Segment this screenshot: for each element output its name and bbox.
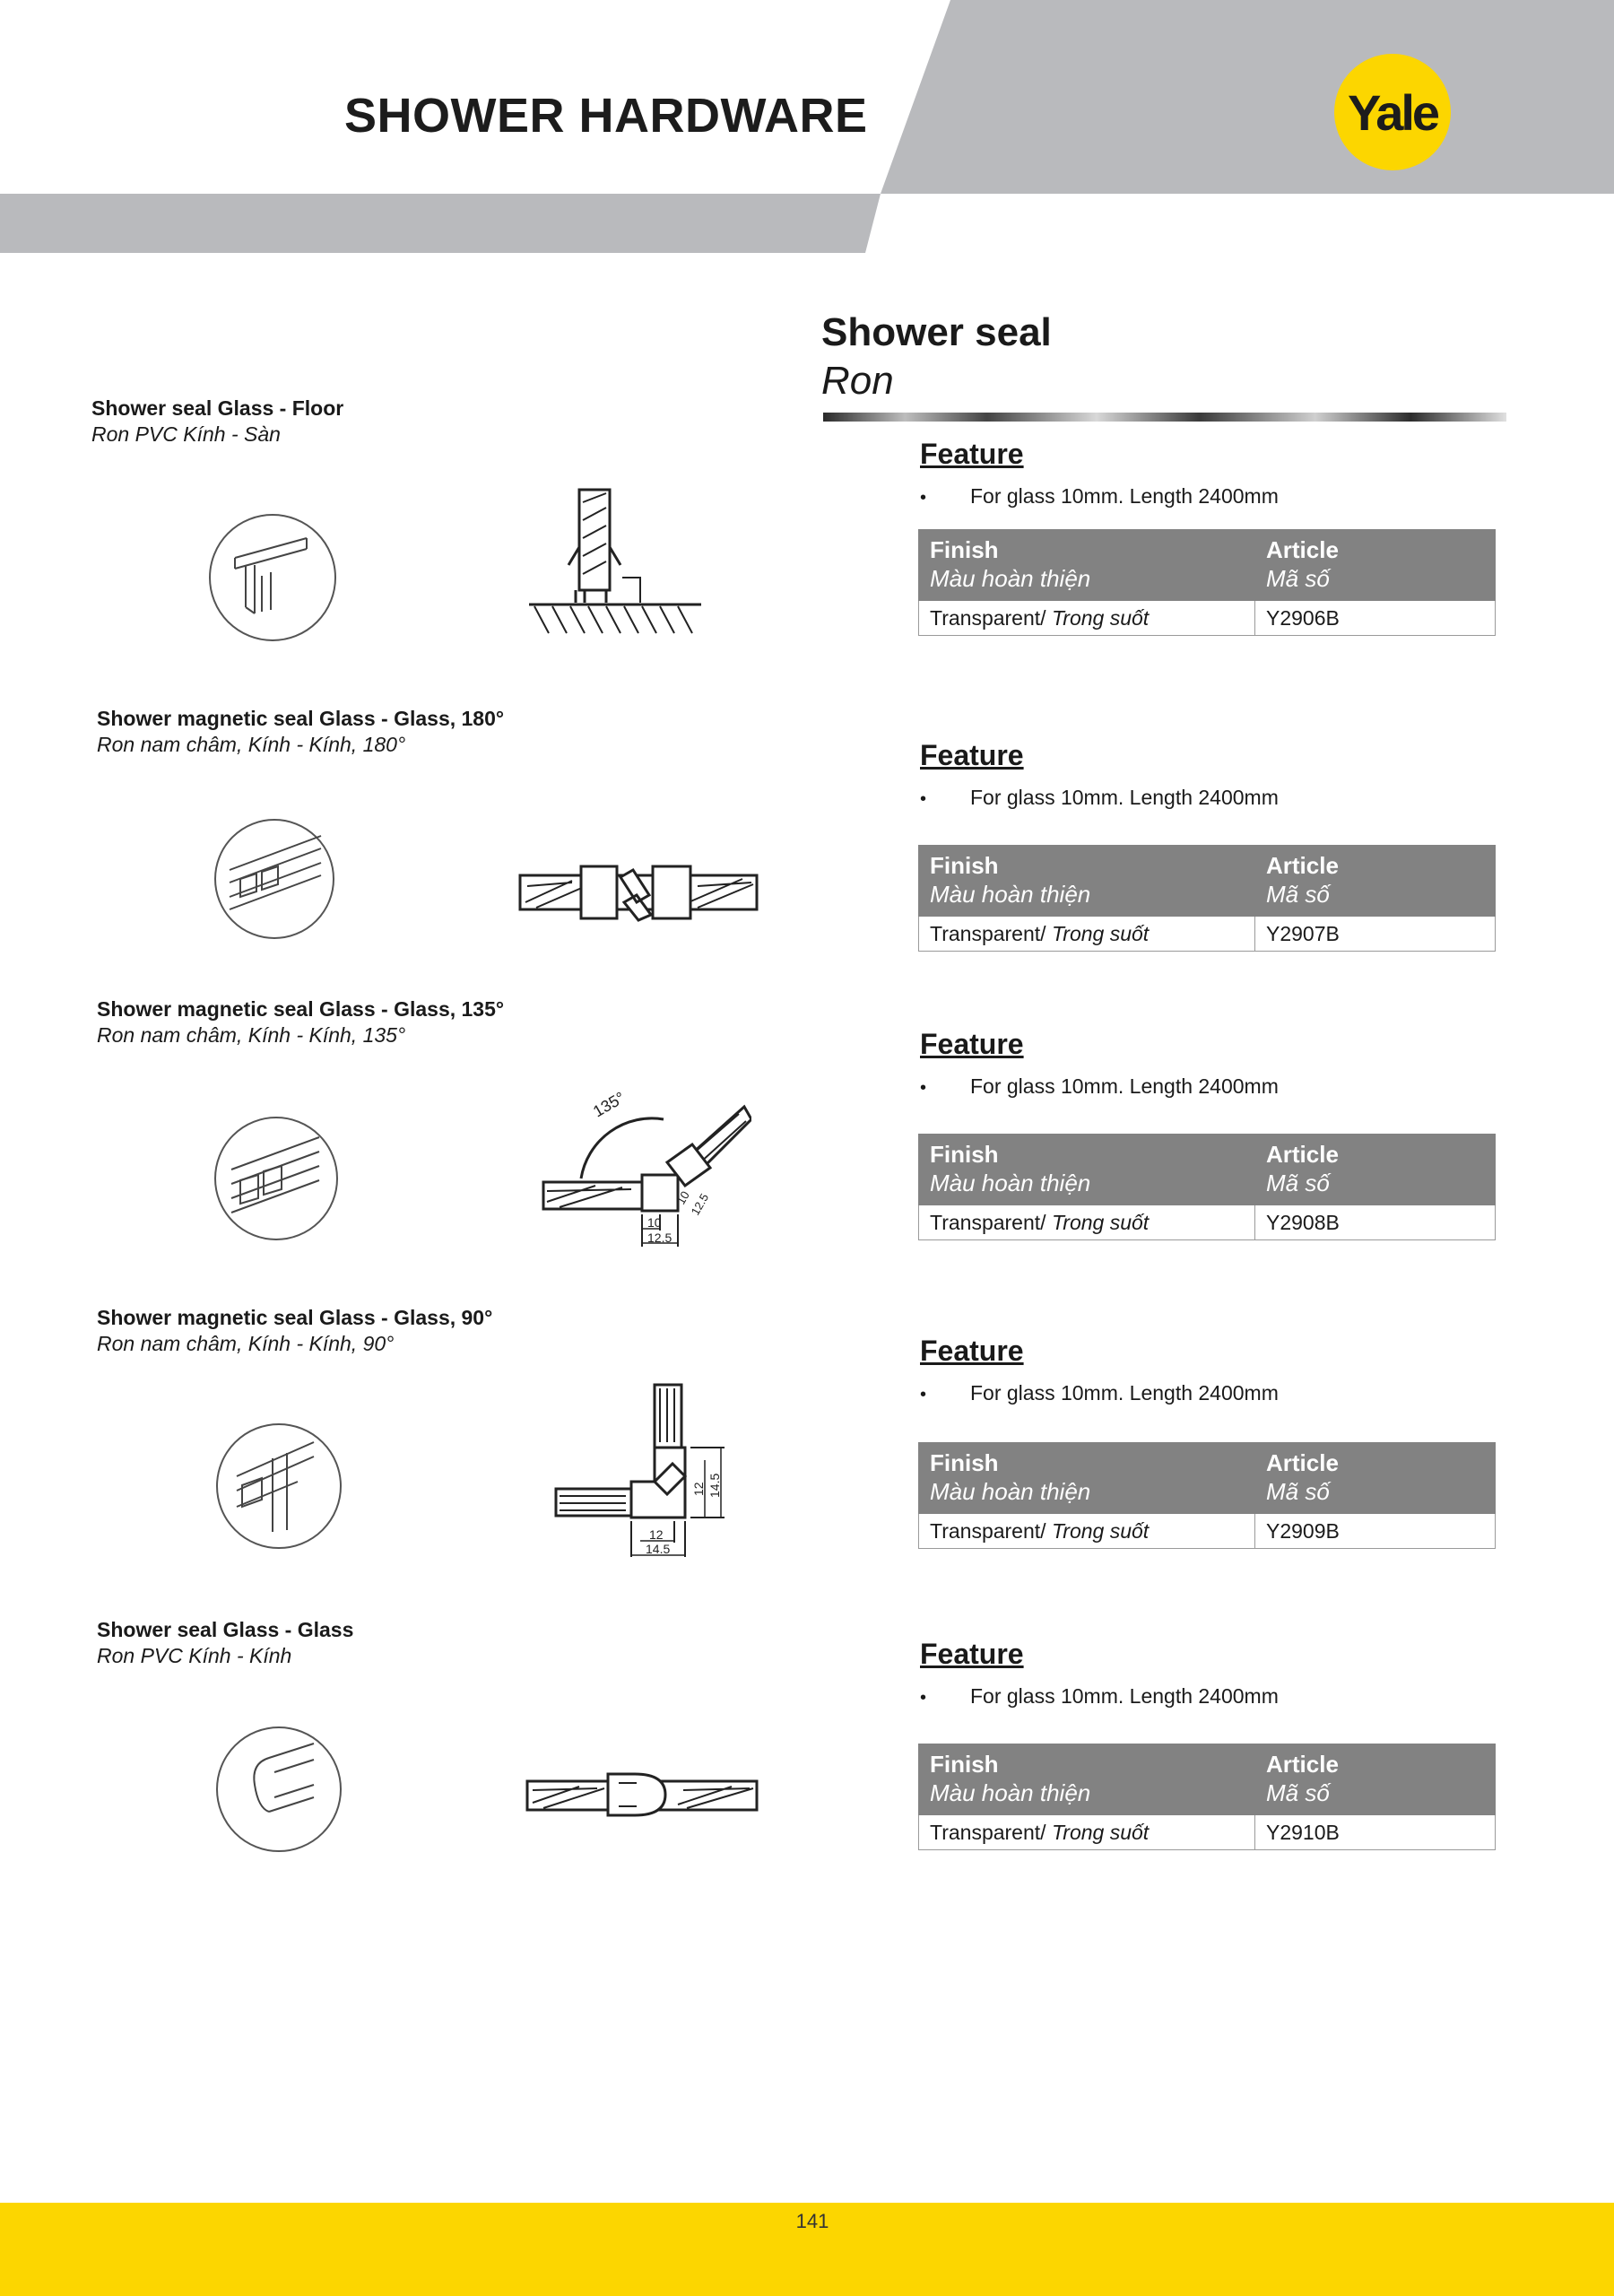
svg-text:12: 12 bbox=[649, 1527, 664, 1542]
article-cell: Y2908B bbox=[1255, 1205, 1496, 1240]
feature-bullet: • For glass 10mm. Length 2400mm bbox=[920, 1074, 1279, 1098]
seal-floor-diagram-icon bbox=[525, 484, 705, 642]
svg-text:10: 10 bbox=[673, 1188, 692, 1207]
finish-header: Finish Màu hoàn thiện bbox=[919, 530, 1255, 601]
svg-text:12: 12 bbox=[691, 1482, 706, 1496]
page-number: 141 bbox=[795, 2210, 829, 2232]
magnetic-seal-135-diagram-icon bbox=[542, 1089, 751, 1250]
spec-table bbox=[918, 1134, 1496, 1240]
feature-bullet: • For glass 10mm. Length 2400mm bbox=[920, 1684, 1279, 1708]
finish-header: Finish Màu hoàn thiện bbox=[919, 846, 1255, 917]
feature-heading: Feature bbox=[920, 1028, 1024, 1060]
feature-text: For glass 10mm. Length 2400mm bbox=[970, 484, 1279, 508]
product-name: Shower seal Glass - Floor bbox=[91, 396, 344, 420]
product-photo-icon bbox=[208, 513, 337, 642]
finish-header: Finish Màu hoàn thiện bbox=[919, 1135, 1255, 1205]
product-photo-icon bbox=[213, 1116, 339, 1241]
finish-cell: Transparent/ Trong suốt bbox=[919, 1815, 1255, 1850]
page-title: SHOWER HARDWARE bbox=[344, 89, 868, 143]
feature-bullet: • For glass 10mm. Length 2400mm bbox=[920, 1381, 1279, 1405]
product-name-vi: Ron nam châm, Kính - Kính, 180° bbox=[97, 733, 406, 756]
spec-table bbox=[918, 1744, 1496, 1850]
finish-cell: Transparent/ Trong suốt bbox=[919, 601, 1255, 636]
svg-text:14.5: 14.5 bbox=[707, 1473, 722, 1498]
finish-header: Finish Màu hoàn thiện bbox=[919, 1443, 1255, 1514]
svg-text:12.5: 12.5 bbox=[688, 1191, 712, 1218]
seal-glass-glass-diagram-icon bbox=[525, 1761, 759, 1828]
product-name-vi: Ron nam châm, Kính - Kính, 90° bbox=[97, 1332, 395, 1355]
article-header: Article Mã số bbox=[1255, 1443, 1496, 1514]
section-divider bbox=[823, 413, 1506, 422]
article-header: Article Mã số bbox=[1255, 846, 1496, 917]
section-title: Shower seal bbox=[821, 310, 1052, 354]
spec-table bbox=[918, 1442, 1496, 1549]
svg-text:135°: 135° bbox=[590, 1089, 629, 1121]
yale-logo: Yale bbox=[1334, 54, 1451, 170]
feature-heading: Feature bbox=[920, 438, 1024, 470]
product-name: Shower seal Glass - Glass bbox=[97, 1618, 354, 1641]
feature-text: For glass 10mm. Length 2400mm bbox=[970, 786, 1279, 809]
feature-heading: Feature bbox=[920, 739, 1024, 771]
feature-text: For glass 10mm. Length 2400mm bbox=[970, 1381, 1279, 1405]
article-header: Article Mã số bbox=[1255, 1135, 1496, 1205]
section-subtitle: Ron bbox=[821, 359, 894, 403]
product-name-vi: Ron PVC Kính - Sàn bbox=[91, 422, 281, 446]
feature-bullet: • For glass 10mm. Length 2400mm bbox=[920, 484, 1279, 508]
finish-cell: Transparent/ Trong suốt bbox=[919, 1514, 1255, 1549]
article-cell: Y2909B bbox=[1255, 1514, 1496, 1549]
product-photo-icon bbox=[215, 1726, 343, 1853]
svg-text:14.5: 14.5 bbox=[646, 1542, 671, 1556]
article-cell: Y2906B bbox=[1255, 601, 1496, 636]
feature-text: For glass 10mm. Length 2400mm bbox=[970, 1684, 1279, 1708]
feature-heading: Feature bbox=[920, 1638, 1024, 1670]
product-name-vi: Ron PVC Kính - Kính bbox=[97, 1644, 292, 1667]
product-name: Shower magnetic seal Glass - Glass, 180° bbox=[97, 707, 505, 730]
product-photo-icon bbox=[213, 818, 335, 940]
article-cell: Y2907B bbox=[1255, 917, 1496, 952]
finish-cell: Transparent/ Trong suốt bbox=[919, 917, 1255, 952]
finish-header: Finish Màu hoàn thiện bbox=[919, 1744, 1255, 1815]
product-name: Shower magnetic seal Glass - Glass, 90° bbox=[97, 1306, 493, 1329]
feature-text: For glass 10mm. Length 2400mm bbox=[970, 1074, 1279, 1098]
product-name: Shower magnetic seal Glass - Glass, 135° bbox=[97, 997, 505, 1021]
product-name-vi: Ron nam châm, Kính - Kính, 135° bbox=[97, 1023, 406, 1047]
product-photo-icon bbox=[215, 1422, 343, 1550]
svg-text:12.5: 12.5 bbox=[647, 1231, 672, 1245]
article-header: Article Mã số bbox=[1255, 1744, 1496, 1815]
feature-heading: Feature bbox=[920, 1335, 1024, 1367]
spec-table bbox=[918, 529, 1496, 636]
article-header: Article Mã số bbox=[1255, 530, 1496, 601]
article-cell: Y2910B bbox=[1255, 1815, 1496, 1850]
svg-text:10: 10 bbox=[647, 1215, 662, 1230]
finish-cell: Transparent/ Trong suốt bbox=[919, 1205, 1255, 1240]
magnetic-seal-180-diagram-icon bbox=[518, 859, 759, 924]
magnetic-seal-90-diagram-icon bbox=[554, 1383, 737, 1559]
spec-table bbox=[918, 845, 1496, 952]
feature-bullet: • For glass 10mm. Length 2400mm bbox=[920, 786, 1279, 809]
